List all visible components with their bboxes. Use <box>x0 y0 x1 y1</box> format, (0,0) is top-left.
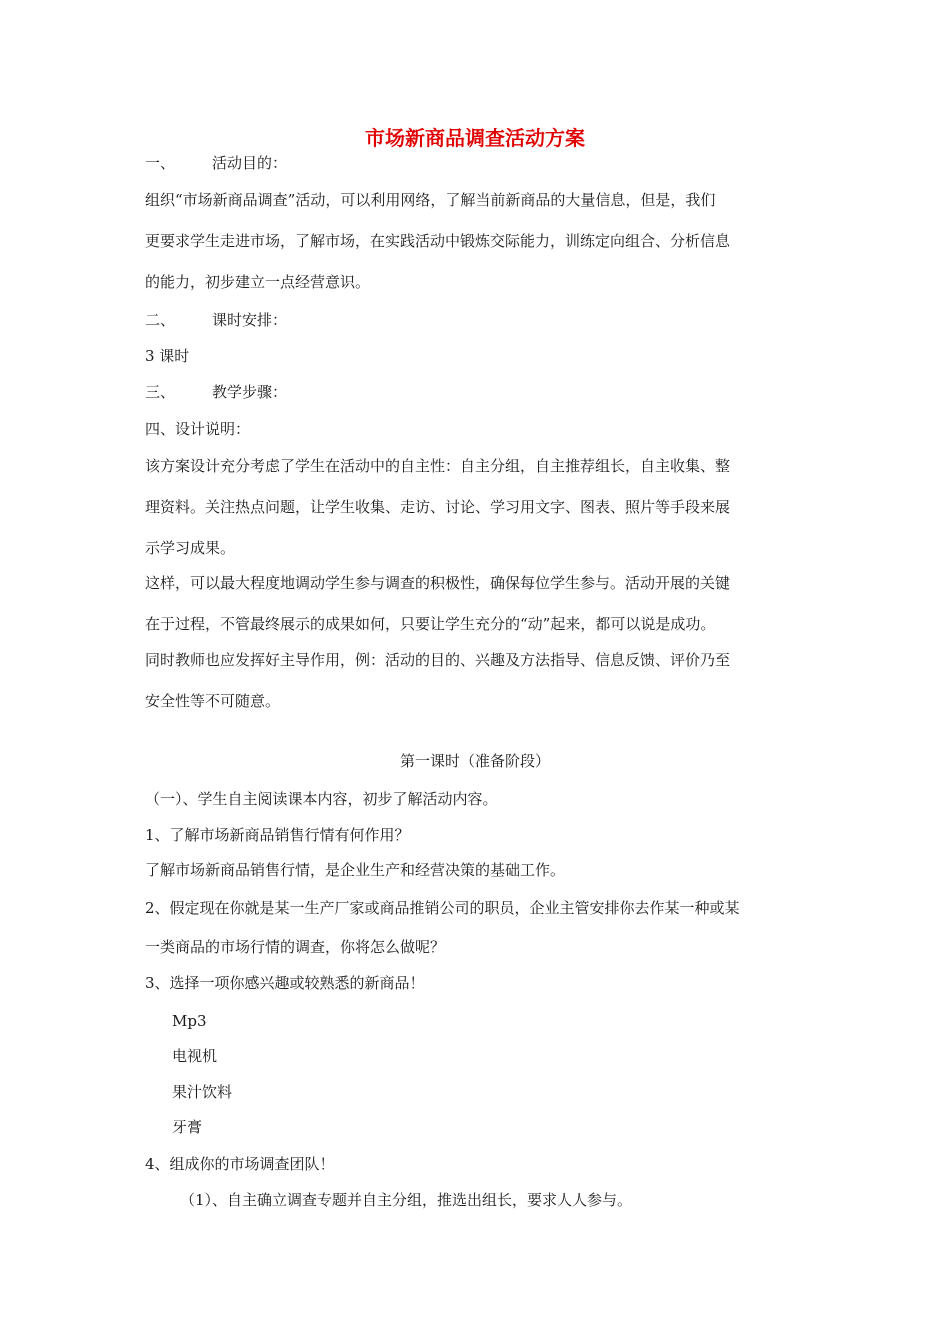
lesson-count: 3 课时 <box>145 347 190 365</box>
section-3-label: 教学步骤： <box>212 383 288 401</box>
lesson-1-heading: 第一课时（准备阶段） <box>399 752 550 770</box>
section-2-number: 二、 <box>145 311 176 329</box>
design-para2-line-1: 这样，可以最大程度地调动学生参与调查的积极性，确保每位学生参与。活动开展的关键 <box>145 574 731 592</box>
product-item: 电视机 <box>172 1047 218 1065</box>
product-item: Mp3 <box>172 1012 207 1030</box>
section-3-number: 三、 <box>145 383 176 401</box>
question-3: 3、选择一项你感兴趣或较熟悉的新商品！ <box>145 974 425 992</box>
answer-1: 了解市场新商品销售行情，是企业生产和经营决策的基础工作。 <box>145 861 566 879</box>
design-line-3: 示学习成果。 <box>145 539 236 557</box>
purpose-line-1: 组织“市场新商品调查”活动，可以利用网络，了解当前新商品的大量信息，但是，我们 <box>145 191 716 209</box>
product-item: 果汁饮料 <box>172 1083 233 1101</box>
section-2-label: 课时安排： <box>212 311 288 329</box>
design-line-2: 理资料。关注热点问题，让学生收集、走访、讨论、学习用文字、图表、照片等手段来展 <box>145 498 731 516</box>
design-para2-line-2: 在于过程，不管最终展示的成果如何，只要让学生充分的“动”起来，都可以说是成功。 <box>145 615 716 633</box>
product-item: 牙膏 <box>172 1118 203 1136</box>
section-1-number: 一、 <box>145 154 176 172</box>
question-4: 4、组成你的市场调查团队！ <box>145 1155 335 1173</box>
question-2-line-1: 2、假定现在你就是某一生产厂家或商品推销公司的职员，企业主管安排你去作某一种或某 <box>145 899 740 917</box>
section-1-heading <box>145 153 287 173</box>
section-4-heading: 四、设计说明： <box>145 420 251 438</box>
purpose-line-2: 更要求学生走进市场，了解市场，在实践活动中锻炼交际能力，训练定向组合、分析信息 <box>145 232 731 250</box>
document-title: 市场新商品调查活动方案 <box>365 126 585 150</box>
step-1-text: （一）、学生自主阅读课本内容，初步了解活动内容。 <box>145 790 498 808</box>
section-2-heading <box>145 310 287 330</box>
question-2-line-2: 一类商品的市场行情的调查，你将怎么做呢？ <box>145 938 446 956</box>
purpose-line-3: 的能力，初步建立一点经营意识。 <box>145 273 371 291</box>
design-para2-line-4: 安全性等不可随意。 <box>145 692 281 710</box>
question-1: 1、了解市场新商品销售行情有何作用？ <box>145 826 410 844</box>
section-1-label: 活动目的： <box>212 154 288 172</box>
question-4-sub-1: （1）、自主确立调查专题并自主分组，推选出组长，要求人人参与。 <box>180 1191 633 1209</box>
design-line-1: 该方案设计充分考虑了学生在活动中的自主性：自主分组，自主推荐组长，自主收集、整 <box>145 457 731 475</box>
design-para2-line-3: 同时教师也应发挥好主导作用，例：活动的目的、兴趣及方法指导、信息反馈、评价乃至 <box>145 651 731 669</box>
section-3-heading <box>145 382 287 402</box>
